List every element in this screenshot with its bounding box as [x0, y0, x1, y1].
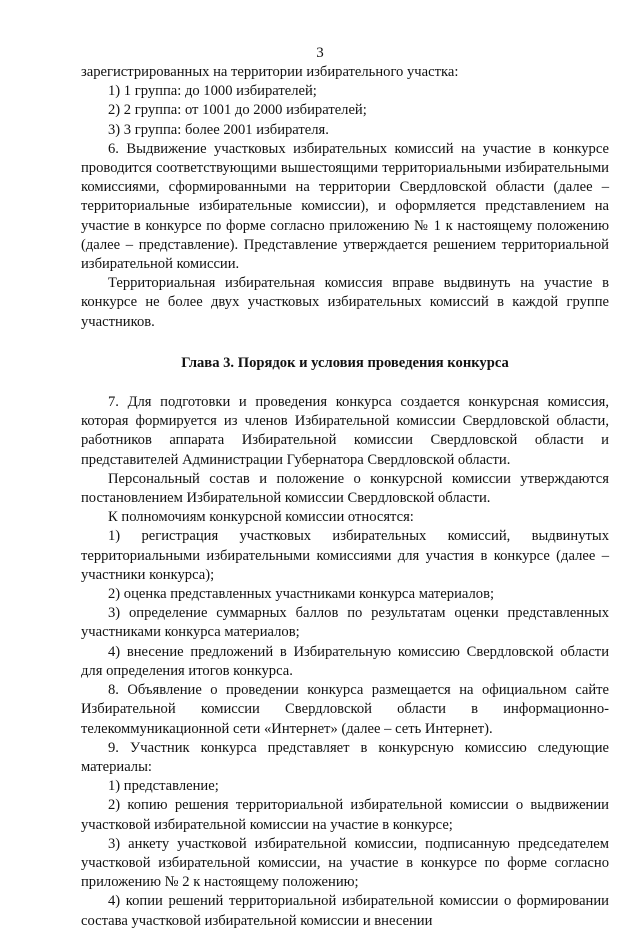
list-item: 2) 2 группа: от 1001 до 2000 избирателей;	[108, 102, 367, 119]
list-item: 3) определение суммарных баллов по результатам оценки представленных участниками конкурса материалов;	[81, 605, 609, 641]
paragraph: 7. Для подготовки и проведения конкурса создается конкурсная комиссия, которая формируется из членов Избирательной комиссии Свердловской области, работников аппарата Избирательной комиссии Свердловской области и представителей Администрации Губернатора Свердловской области.	[81, 394, 609, 468]
list-item: 1) 1 группа: до 1000 избирателей;	[108, 83, 317, 100]
list-item: 3) анкету участковой избирательной комиссии, подписанную председателем участковой избирательной комиссии, на участие в конкурсе по форме согласно приложению № 2 к настоящему положению;	[81, 835, 609, 891]
list-item: 2) оценка представленных участниками конкурса материалов;	[108, 586, 495, 603]
paragraph: зарегистрированных на территории избирательного участка:	[81, 64, 459, 80]
list-item: 4) копии решений территориальной избирательной комиссии о формировании состава участковой избирательной комиссии и внесении	[81, 893, 609, 929]
list-item: 1) представление;	[108, 778, 219, 795]
list-item: 2) копию решения территориальной избирательной комиссии о выдвижении участковой избирательной комиссии на участие в конкурсе;	[81, 797, 609, 833]
paragraph: 8. Объявление о проведении конкурса размещается на официальном сайте Избирательной комиссии Свердловской области в информационно-телекоммуникационной сети «Интернет» (далее – сеть Интернет).	[81, 682, 609, 737]
document-body	[81, 63, 609, 931]
paragraph: Территориальная избирательная комиссия вправе выдвинуть на участие в конкурсе не более двух участковых избирательных комиссий в каждой группе участников.	[81, 275, 609, 330]
list-item: 1) регистрация участковых избирательных комиссий, выдвинутых территориальными избирательными комиссиями для участия в конкурсе (далее – участники конкурса);	[81, 528, 609, 583]
paragraph: 9. Участник конкурса представляет в конкурсную комиссию следующие материалы:	[81, 739, 609, 775]
page-number: 3	[316, 45, 324, 61]
paragraph: Персональный состав и положение о конкурсной комиссии утверждаются постановлением Избирательной комиссии Свердловской области.	[81, 470, 609, 507]
list-item: 3) 3 группа: более 2001 избирателя.	[108, 121, 329, 138]
paragraph: 6. Выдвижение участковых избирательных комиссий на участие в конкурсе проводится соответствующими вышестоящими территориальными избирательными комиссиями, сформированными на территории Свердловской области (далее – территориальные избирательные комиссии), и оформляется представлением на участие в конкурсе по форме согласно приложению № 1 к настоящему положению (далее – представление). Представление утверждается решением территориальной избирательной комиссии.	[81, 140, 609, 273]
list-item: 4) внесение предложений в Избирательную комиссию Свердловской области для определения итогов конкурса.	[81, 643, 609, 679]
paragraph: К полномочиям конкурсной комиссии относятся:	[108, 509, 414, 526]
chapter-heading: Глава 3. Порядок и условия проведения конкурса	[181, 354, 509, 371]
